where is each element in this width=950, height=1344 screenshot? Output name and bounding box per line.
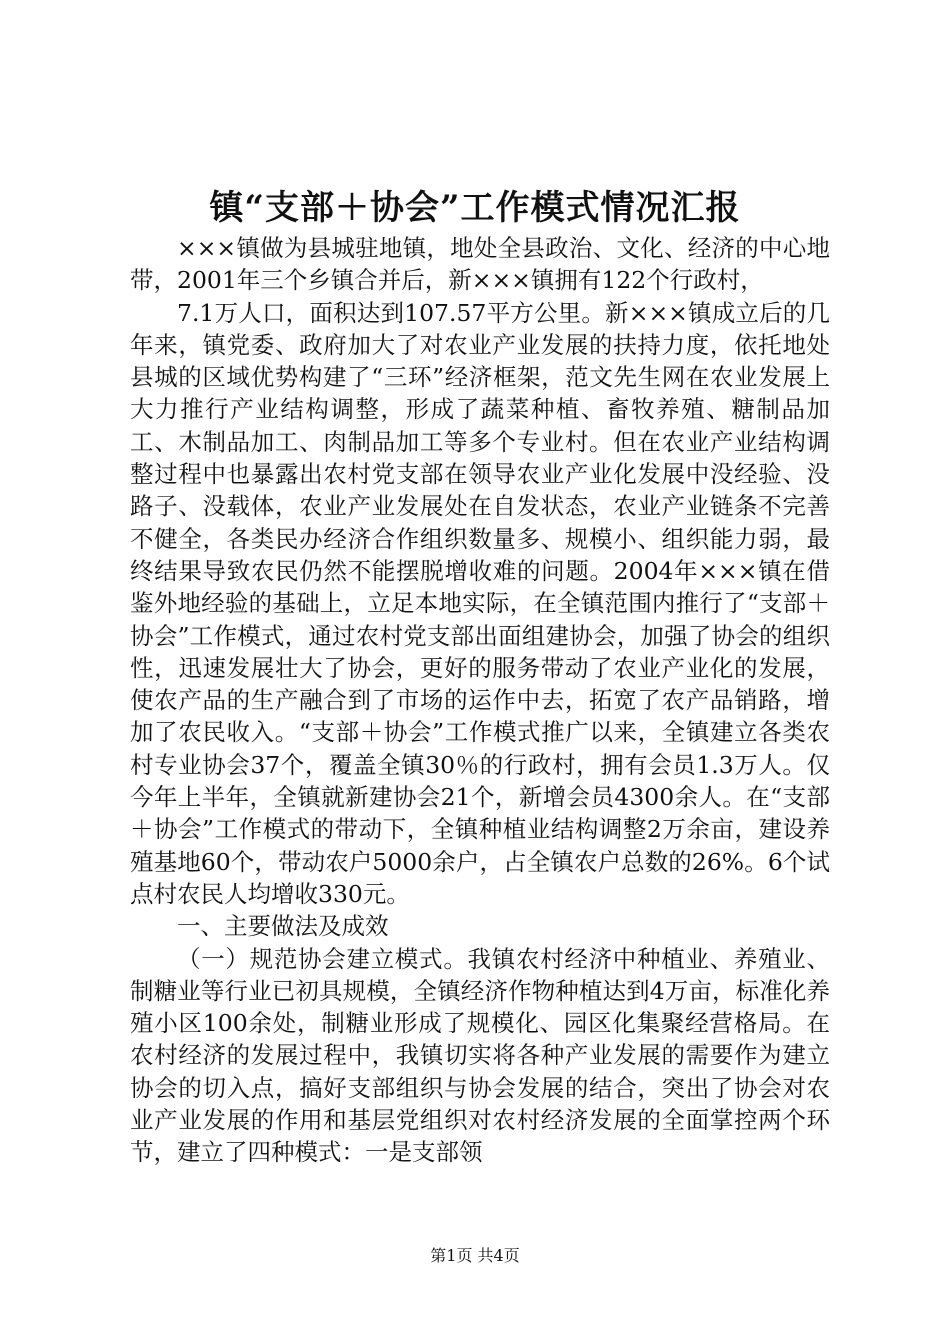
paragraph-section-one: （一）规范协会建立模式。我镇农村经济中种植业、养殖业、制糖业等行业已初具规模，全镇经济作物种植达到4万亩，标准化养殖小区100余处，制糖业形成了规模化、园区化集聚经营格局。在农村经济的发展过程中，我镇切实将各种产业发展的需要作为建立协会的切入点，搞好支部组织与协会发展的结合，突出了协会对农业产业发展的作用和基层党组织对农村经济发展的全面掌控两个环节，建立了四种模式：一是支部领 [130,944,830,1167]
section-heading: 一、主要做法及成效 [177,912,389,941]
page-footer: 第1页 共4页 [430,1246,520,1265]
document-title: 镇“支部＋协会”工作模式情况汇报 [209,188,741,228]
paragraph-intro: ×××镇做为县城驻地镇，地处全县政治、文化、经济的中心地带，2001年三个乡镇合并后，新×××镇拥有122个行政村， [130,234,830,295]
paragraph-overview: 7.1万人口，面积达到107.57平方公里。新×××镇成立后的几年来，镇党委、政府加大了对农业产业发展的扶持力度，依托地处县城的区域优势构建了“三环”经济框架，范文先生网在农业发展上大力推行产业结构调整，形成了蔬菜种植、畜牧养殖、糖制品加工、木制品加工、肉制品加工等多个专业村。但在农业产业结构调整过程中也暴露出农村党支部在领导农业产业化发展中没经验、没路子、没载体，农业产业发展处在自发状态，农业产业链条不完善不健全，各类民办经济合作组织数量多、规模小、组织能力弱，最终结果导致农民仍然不能摆脱增收难的问题。2004年×××镇在借鉴外地经验的基础上，立足本地实际，在全镇范围内推行了“支部＋协会”工作模式，通过农村党支部出面组建协会，加强了协会的组织性，迅速发展壮大了协会，更好的服务带动了农业产业化的发展，使农产品的生产融合到了市场的运作中去，拓宽了农产品销路，增加了农民收入。“支部＋协会”工作模式推广以来，全镇建立各类农村专业协会37个，覆盖全镇30％的行政村，拥有会员1.3万人。仅今年上半年，全镇就新建协会21个，新增会员4300余人。在“支部＋协会”工作模式的带动下，全镇种植业结构调整2万余亩，建设养殖基地60个，带动农户5000余户，占全镇农户总数的26%。6个试点村农民人均增收330元。 [130,298,830,908]
document-body [130,232,830,1169]
